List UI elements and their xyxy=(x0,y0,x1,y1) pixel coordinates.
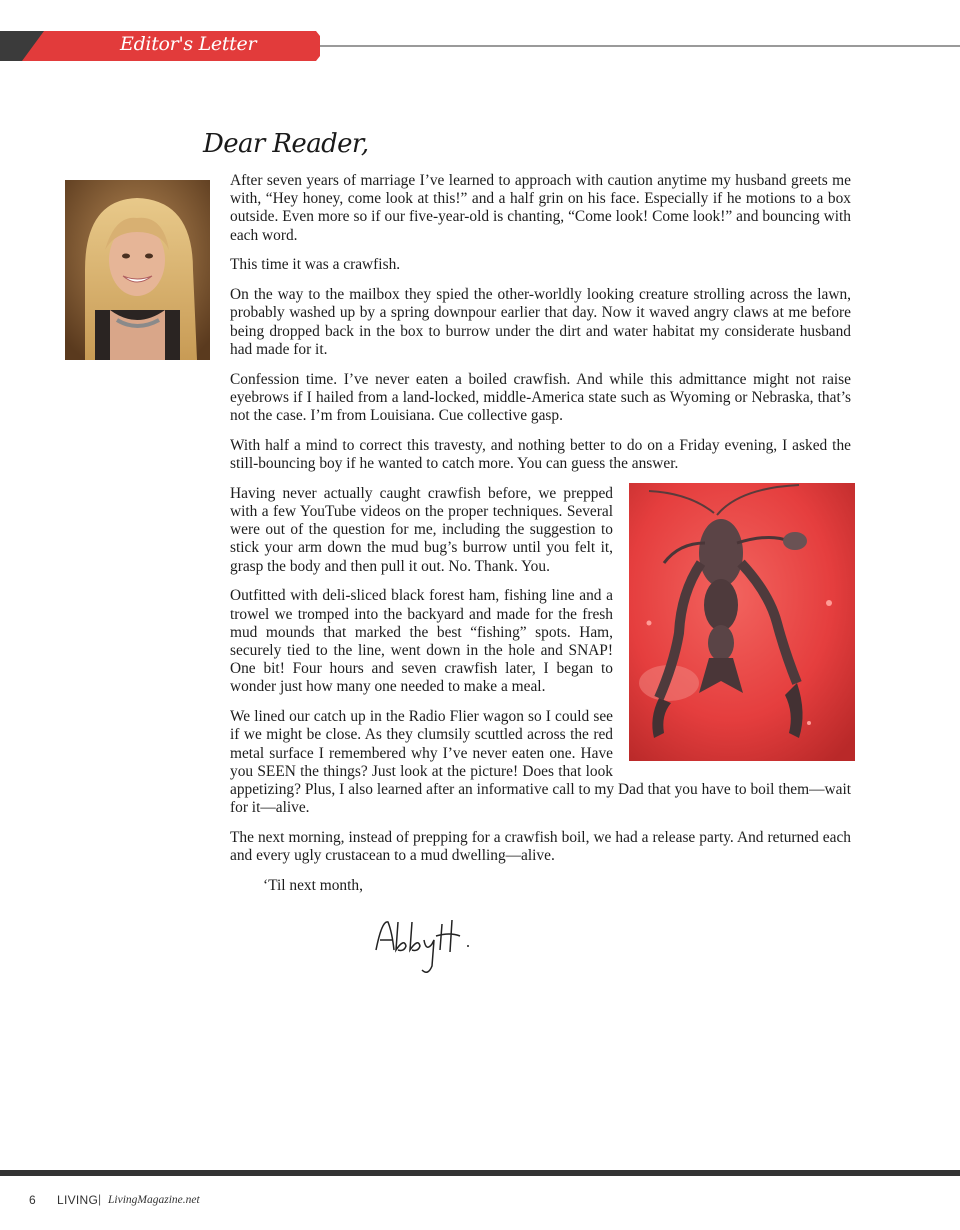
page-number: 6 xyxy=(29,1193,36,1207)
paragraph: On the way to the mailbox they spied the other-worldly looking creature strolling across the lawn, probably washed up by a spring downpour earlier that day. Now it waved angry claws at me before being dropped back in the box to burrow under the dirt and water habitat my considerate husband had made for it. xyxy=(230,286,851,358)
header-rule xyxy=(320,45,960,47)
footer-brand: LIVING xyxy=(57,1193,99,1207)
footer-separator: | xyxy=(98,1192,102,1206)
paragraph: After seven years of marriage I’ve learned to approach with caution anytime my husband greets me with, “Hey honey, come look at this!” and a half grin on his face. Especially if he motions to a box outside. Even more so if our five-year-old is chanting, “Come look! Come look!” and bouncing with each word. xyxy=(230,172,851,244)
paragraph: We lined our catch up in the Radio Flier wagon so I could see if we might be close. As they clumsily scuttled across the red metal surface I remembered why I’ve never eaten one. Have you SEEN the things? Just look at the picture! Does that look appetizing? Plus, I also learned after an informative call to my Dad that you have to boil them—wait for it—alive. xyxy=(230,708,851,817)
footer-rule xyxy=(0,1170,960,1176)
letter-body xyxy=(230,172,851,907)
crawfish-photo xyxy=(629,483,855,761)
paragraph: This time it was a crawfish. xyxy=(230,256,401,274)
paragraph: Confession time. I’ve never eaten a boiled crawfish. And while this admittance might not raise eyebrows if I hailed from a land-locked, middle-America state such as Wyoming or Nebraska, that’s not the case. I’m from Louisiana. Cue collective gasp. xyxy=(230,370,851,425)
salutation: Dear Reader, xyxy=(203,129,369,159)
footer-website: LivingMagazine.net xyxy=(108,1194,200,1206)
paragraph: With half a mind to correct this travesty, and nothing better to do on a Friday evening, I asked the still-bouncing boy if he wanted to catch more. You can guess the answer. xyxy=(230,436,851,473)
section-label: Editor's Letter xyxy=(120,33,257,55)
paragraph: Outfitted with deli-sliced black forest ham, fishing line and a trowel we tromped into the backyard and made for the fresh mud mounds that marked the best “fishing” spots. Ham, securely tied to the line, went down in the hole and SNAP! One bit! Four hours and seven crawfish later, I began to wonder just how many one needed to make a meal. xyxy=(230,587,613,696)
editor-signature xyxy=(360,910,480,980)
paragraph: Having never actually caught crawfish before, we prepped with a few YouTube videos on the proper techniques. Several were out of the question for me, including the suggestion to stick your arm down the mud bug’s burrow until you felt it, grasp the body and then pull it out. No. Thank. You. xyxy=(230,484,613,575)
editor-portrait-photo xyxy=(65,180,210,360)
closing-line: ‘Til next month, xyxy=(263,877,363,895)
paragraph: The next morning, instead of prepping for a crawfish boil, we had a release party. And returned each and every ugly crustacean to a mud dwelling—alive. xyxy=(230,829,851,865)
